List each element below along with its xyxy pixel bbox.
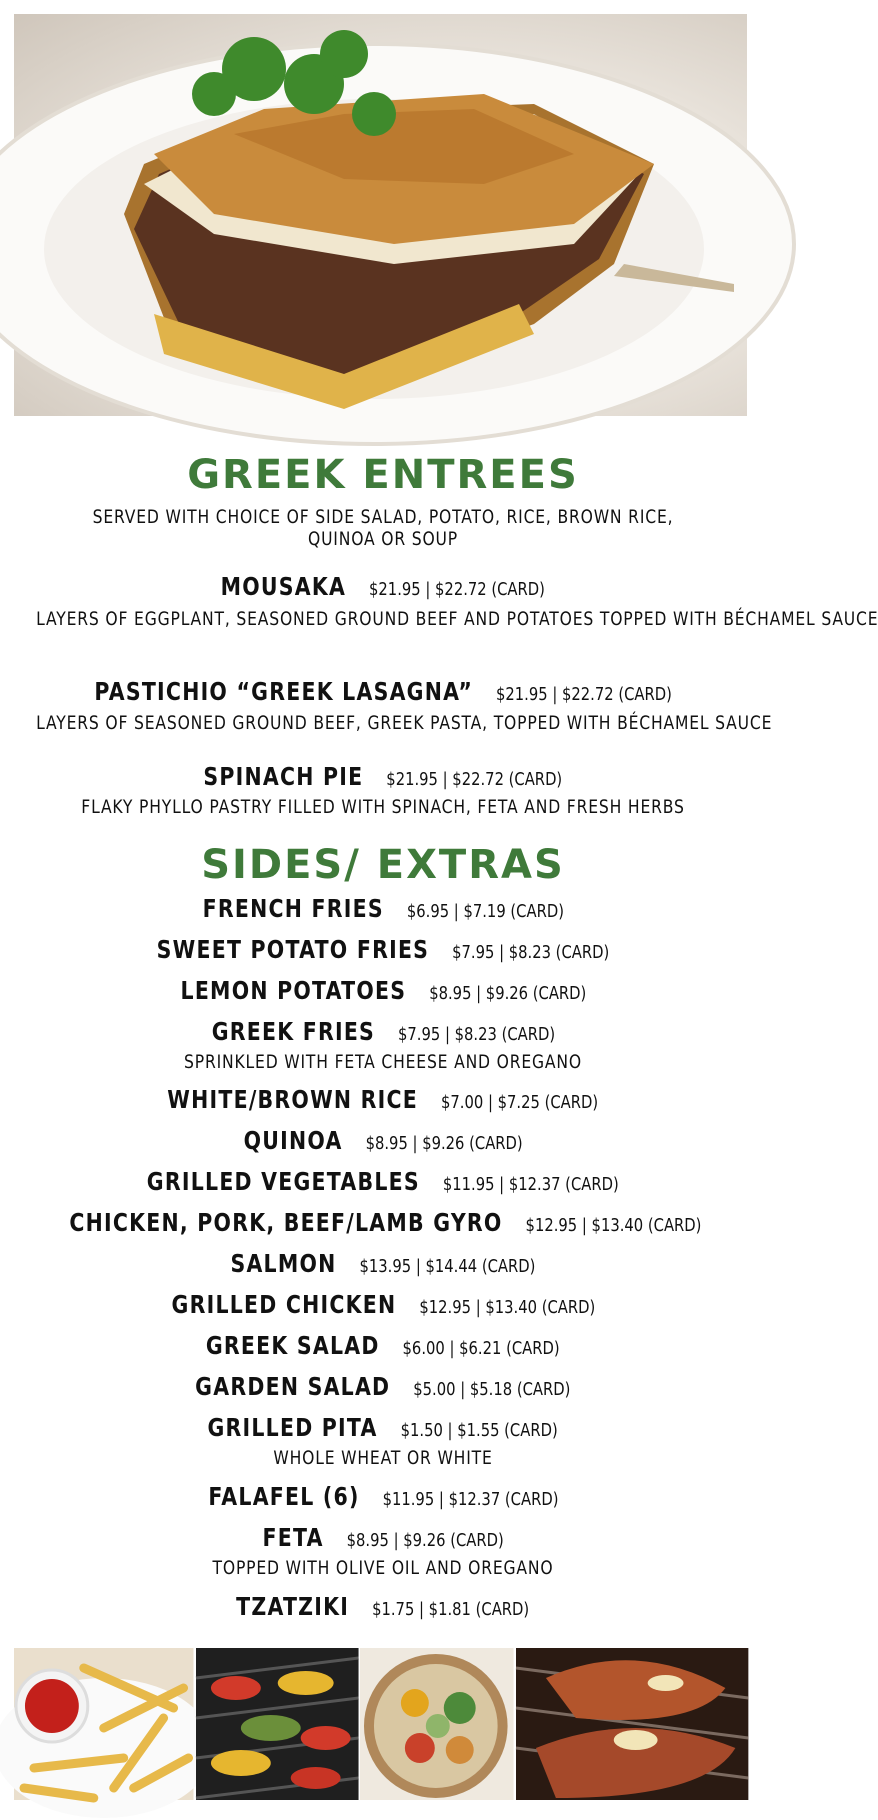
entree-price: $21.95 | $22.72 (CARD) — [386, 769, 563, 790]
photo-strip — [14, 1648, 748, 1800]
entree-description: LAYERS OF EGGPLANT, SEASONED GROUND BEEF AND POTATOES TOPPED WITH BÉCHAMEL SAUCE — [36, 608, 878, 630]
side-price: $11.95 | $12.37 (CARD) — [382, 1489, 559, 1510]
side-item — [0, 1126, 766, 1155]
side-description: WHOLE WHEAT OR WHITE — [273, 1447, 493, 1469]
side-description: SPRINKLED WITH FETA CHEESE AND OREGANO — [184, 1051, 582, 1073]
side-price: $8.95 | $9.26 (CARD) — [346, 1530, 504, 1551]
side-item — [0, 1331, 766, 1360]
side-item — [0, 935, 766, 964]
side-item — [0, 976, 766, 1005]
grilled-salmon-photo — [516, 1648, 748, 1800]
quinoa-bowl-photo — [360, 1648, 514, 1800]
side-name: SWEET POTATO FRIES — [156, 935, 430, 964]
entrees-subtitle: SERVED WITH CHOICE OF SIDE SALAD, POTATO, RICE, BROWN RICE, QUINOA OR SOUP — [92, 506, 674, 550]
side-item — [0, 1167, 766, 1196]
side-name: WHITE/BROWN RICE — [167, 1085, 419, 1114]
sides-title: SIDES/ EXTRAS — [201, 842, 565, 888]
side-name: GARDEN SALAD — [195, 1372, 391, 1401]
side-name: QUINOA — [243, 1126, 343, 1155]
moussaka-photo — [14, 14, 747, 416]
side-price: $12.95 | $13.40 (CARD) — [418, 1297, 595, 1318]
side-item — [0, 894, 766, 923]
fries-photo — [14, 1648, 194, 1800]
entree-name: MOUSAKA — [220, 572, 347, 601]
side-price: $8.95 | $9.26 (CARD) — [428, 983, 586, 1004]
side-price: $8.95 | $9.26 (CARD) — [365, 1133, 523, 1154]
side-name: TZATZIKI — [236, 1592, 350, 1621]
side-name: GRILLED CHICKEN — [171, 1290, 397, 1319]
entree-name: SPINACH PIE — [203, 762, 364, 791]
entree-description: LAYERS OF SEASONED GROUND BEEF, GREEK PASTA, TOPPED WITH BÉCHAMEL SAUCE — [36, 712, 773, 734]
side-price: $11.95 | $12.37 (CARD) — [443, 1174, 619, 1195]
side-price: $7.95 | $8.23 (CARD) — [397, 1024, 555, 1045]
side-price: $6.95 | $7.19 (CARD) — [406, 901, 564, 922]
side-description: TOPPED WITH OLIVE OIL AND OREGANO — [212, 1557, 554, 1579]
side-name: GRILLED PITA — [207, 1413, 379, 1442]
entree-item — [0, 677, 766, 706]
side-item — [0, 1085, 766, 1114]
side-price: $1.50 | $1.55 (CARD) — [401, 1420, 559, 1441]
side-name: GREEK SALAD — [206, 1331, 380, 1360]
entree-price: $21.95 | $22.72 (CARD) — [369, 579, 546, 600]
entrees-title: GREEK ENTREES — [187, 452, 579, 498]
side-price: $7.95 | $8.23 (CARD) — [452, 942, 610, 963]
side-name: GREEK FRIES — [211, 1017, 375, 1046]
side-price: $7.00 | $7.25 (CARD) — [441, 1092, 599, 1113]
side-name: SALMON — [230, 1249, 337, 1278]
entree-description: FLAKY PHYLLO PASTRY FILLED WITH SPINACH, FETA AND FRESH HERBS — [81, 796, 685, 818]
side-price: $5.00 | $5.18 (CARD) — [413, 1379, 571, 1400]
side-name: FRENCH FRIES — [202, 894, 384, 923]
side-price: $13.95 | $14.44 (CARD) — [359, 1256, 536, 1277]
side-name: FALAFEL (6) — [207, 1482, 360, 1511]
side-item — [0, 1017, 766, 1046]
side-item — [0, 1372, 766, 1401]
side-name: FETA — [262, 1523, 324, 1552]
side-name: CHICKEN, PORK, BEEF/LAMB GYRO — [69, 1208, 503, 1237]
entree-price: $21.95 | $22.72 (CARD) — [495, 684, 672, 705]
side-item — [0, 1482, 766, 1511]
side-item — [0, 1413, 766, 1442]
grilled-vegetables-photo — [196, 1648, 359, 1800]
side-name: GRILLED VEGETABLES — [147, 1167, 421, 1196]
side-item — [0, 1592, 766, 1621]
side-item — [0, 1523, 766, 1552]
entree-item — [0, 762, 766, 791]
side-price: $1.75 | $1.81 (CARD) — [372, 1599, 530, 1620]
side-name: LEMON POTATOES — [180, 976, 406, 1005]
side-price: $6.00 | $6.21 (CARD) — [402, 1338, 560, 1359]
side-item — [0, 1290, 766, 1319]
side-price: $12.95 | $13.40 (CARD) — [525, 1215, 702, 1236]
entree-item — [0, 572, 766, 601]
side-item — [0, 1208, 766, 1237]
side-item — [0, 1249, 766, 1278]
entree-name: PASTICHIO “GREEK LASAGNA” — [94, 677, 473, 706]
